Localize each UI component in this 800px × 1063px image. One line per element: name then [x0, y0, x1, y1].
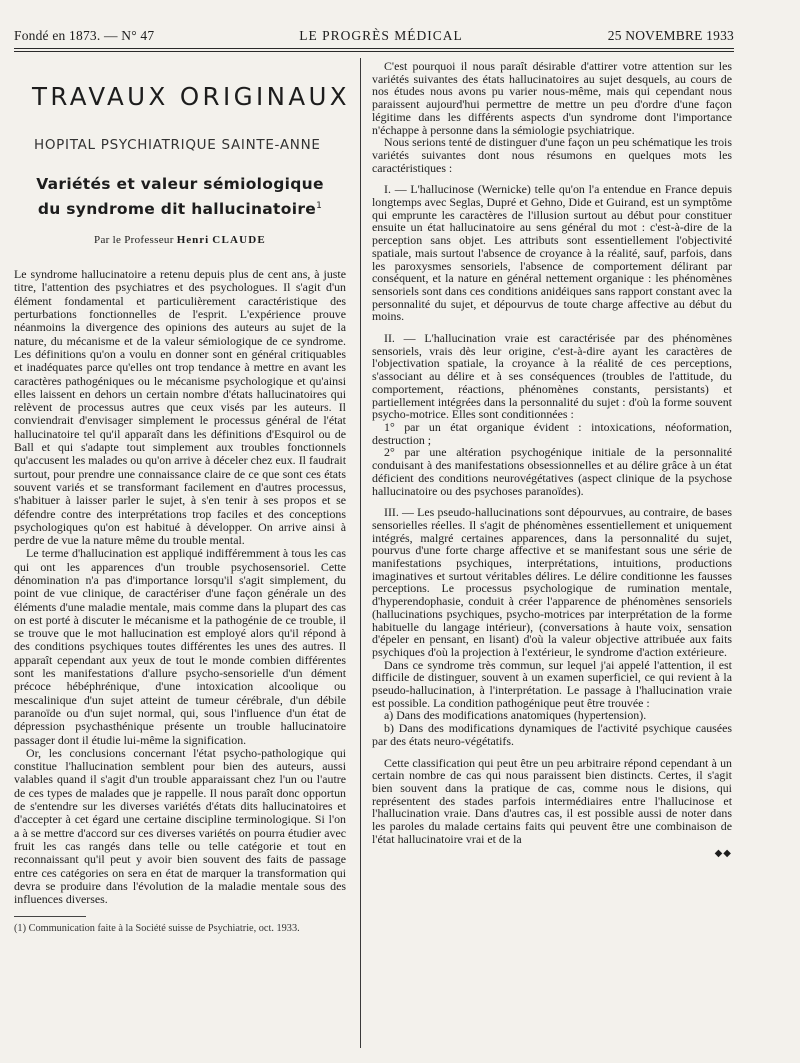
article-title-line-1: Variétés et valeur sémiologique	[36, 175, 324, 193]
paragraph: Le syndrome hallucinatoire a retenu depuis plus de cent ans, à juste titre, l'attention des psychiatres et des psychologues. Il s'agit d'un élément fondamental et particulièrement caractéristique des perturbations fonctionnelles de l'esprit. L'expérience prouve néanmoins la divergence des opinions des auteurs au sujet de la nature, du mécanisme et de la valeur sémiologique de ce syndrome. Les définitions qu'on a voulu en donner sont en général critiquables et inadéquates parce qu'elles ont trop tendance à mettre en avant les caractères pathogéniques ou le mécanisme psychologique et qu'ainsi elles laissent en dehors un certain nombre d'états hallucinatoires qui relèvent de processus autres que ceux visés par les auteurs. Il conviendrait d'envisager simplement le processus général de l'état hallucinatoire tel qu'il apparaît dans les définitions d'Esquirol ou de Ball et qui s'adapte tout simplement aux troubles fonctionnels qu'accusent les malades ou qu'on arrive à déceler chez eux. Il faudrait surtout, pour prendre une connaissance claire de ce que sont ces états souvent variés et se transformant facilement en d'autres processus, s'habituer à laisser parler le sujet, à s'en tenir à ses propos et se défendre contre des interprétations trop faciles et des conceptions psychologiques qu'on est habitué à développer. On arrive ainsi à perdre de vue la nature même du trouble mental.	[14, 267, 346, 548]
right-column	[372, 60, 732, 859]
left-body-text	[14, 268, 346, 906]
paragraph: Or, les conclusions concernant l'état psycho-pathologique qui constitue l'hallucination semblent pour bien des auteurs, aussi valables quand il s'agit d'un trouble apparaissant chez l'un ou l'autre de ces types de malades que je rappelle. Il nous paraît donc opportun de s'entendre sur les diverses variétés d'états dits hallucinatoires et d'accepter à cet égard une certaine discipline terminologique. Si l'on a à se mettre d'accord sur ces diverses variétés on pourra étudier avec fruit les cas rangés dans telle ou telle catégorie et tout en reconnaissant qu'il peut y avoir bien souvent des faits de passage entre ces catégories on sera en état de marquer la transformation qui devra se produire dans l'évolution de la maladie mentale sous des influences diverses.	[14, 745, 346, 907]
header-rule-bottom	[14, 51, 734, 52]
author-first-name: Henri	[176, 234, 210, 247]
header-date: 25 NOVEMBRE 1933	[607, 28, 734, 43]
paragraph: C'est pourquoi il nous paraît désirable d'attirer votre attention sur les variétés suivantes des états hallucinatoires au sujet desquels, au cours de nos études nous avons pu varier nous-même, mais qui cependant nous paraissent aujourd'hui permettre de mettre un peu d'ordre d'une façon légitime dans les différents aspects d'un syndrome dont l'importance n'échappe à personne dans la sémiologie psychiatrique.	[372, 59, 732, 137]
header-founded: Fondé en 1873. — N° 47	[14, 28, 155, 43]
hospital-heading: HOPITAL PSYCHIATRIQUE SAINTE-ANNE	[34, 137, 321, 153]
left-column	[14, 60, 350, 935]
footnote: (1) Communication faite à la Société suisse de Psychiatrie, oct. 1933.	[14, 923, 300, 935]
column-separator	[360, 58, 361, 1048]
section-title: TRAVAUX ORIGINAUX	[32, 82, 350, 111]
page-ornament: ◆◆	[714, 848, 732, 860]
paragraph-variety-2: II. — L'hallucination vraie est caractérisée par des phénomènes sensoriels, vrais dès leur origine, c'est-à-dire ayant les caractères de l'objectivation spatiale, la croyance à la réalité de ces perceptions, s'associant au délire et à ses conséquences (troubles de l'attitude, du comportement, réactions, phénomènes constants, persistants) et partiellement intégrées dans la personnalité du sujet : d'où la forme souvent psycho-motrice. Elles sont conditionnées :	[372, 331, 732, 422]
paragraph: Cette classification qui peut être un peu arbitraire répond cependant à un certain nombre de cas qui nous paraissent bien distincts. Certes, il s'agit bien souvent dans la pratique de cas, comme nous le disions, qui représentent des stades parfois intermédiaires entre l'hallucinose et l'hallucination vraie. Dans d'autres cas, il est possible aussi de noter dans les paroles du malade certains faits qui peuvent être une combinaison de l'état hallucinatoire vrai et de la	[372, 755, 732, 846]
paragraph-variety-1: I. — L'hallucinose (Wernicke) telle qu'on l'a entendue en France depuis longtemps avec Seglas, Dupré et Gehno, Dide et Guirand, est un symptôme qui emprunte les caractères de l'illusion surtout au début pour constituer ensuite un état hallucinatoire au sens général du mot : c'est-à-dire de la perception sans objet. Les attributs sont essentiellement l'objectivité spatiale, mais surtout l'absence de croyance à la réalité, sauf, parfois, dans les paroxysmes sensoriels, l'absence de comportement délirant par conséquent, et la nature en général nettement organique : les phénomènes sensoriels sont dans ces conditions anidéiques sans rapport constant avec la personnalité du sujet, et dépourvus de toute charge affective au début du moins.	[372, 182, 732, 324]
right-body-text	[372, 60, 732, 845]
author-prefix: Par le Professeur	[94, 234, 174, 247]
paragraph: Le terme d'hallucination est appliqué indifféremment à tous les cas qui ont les apparences d'un trouble psychosensoriel. Cette dénomination n'a pas d'importance lorsqu'il s'agit simplement, du point de vue clinique, de caractériser d'une façon générale un des éléments d'une maladie mentale, mais comme dans la plupart des cas on est porté à discuter le mécanisme et la pathogénie de ce trouble, il se trouve que le mot hallucination est employé alors qu'il répond à des conditions psychiques toutes différentes les unes des autres. Il apparaît cependant aux yeux de tout le monde combien différentes sont les manifestations d'allure psycho-sensorielle d'un dément précoce hébéphrénique, d'une intoxication alcoolique ou mescalinique d'un sujet atteint de tumeur cérébrale, d'un débile paranoïde ou d'un sujet normal, qui, sous l'influence d'un état de dépression psychasthénique présente un trouble hallucinatoire passager dont il étudie lui-même la signification.	[14, 546, 346, 747]
paragraph: b) Dans des modifications dynamiques de l'activité psychique causées par des états neuro-végétatifs.	[372, 721, 732, 748]
header-journal-title: LE PROGRÈS MÉDICAL	[299, 28, 463, 43]
running-header	[14, 28, 734, 48]
paragraph-variety-3: III. — Les pseudo-hallucinations sont dépourvues, au contraire, de bases sensorielles réelles. Il s'agit de phénomènes essentiellement et uniquement intégrés, malgré certaines apparences, dans la personnalité du sujet, pourvus d'une forte charge affective et se manifestant sous une série de manifestations psychiques, interprétations, intuitions, productions imaginatives et surtout véritables délires. Le délire conditionne les fausses perceptions. Le processus psychologique de rumination mentale, d'hyperendophasie, conduit à créer l'apparence de phénomènes sensoriels (hallucinations psychiques, psycho-motrices par interprétation de la forme habituelle du langage intérieur), (conversations à haute voix, sensation d'épeler en pensant, en lisant) d'où la valeur objective attribuée aux faits psychiques d'où la projection à l'extérieur, le syndrome d'action extérieure.	[372, 505, 732, 659]
footnote-rule	[14, 916, 86, 917]
paragraph: Nous serions tenté de distinguer d'une façon un peu schématique les trois variétés suivantes dont nous résumons en quelques mots les caractéristiques :	[372, 135, 732, 175]
header-rule-top	[14, 48, 734, 49]
author-last-name: CLAUDE	[212, 234, 266, 247]
paragraph: 2° par une altération psychogénique initiale de la personnalité conduisant à des manifestations obsessionnelles et au délire grâce à un état déficient des conditions neurovégétatives (aspect clinique de la psychose hallucinatoire ou des psychoses paranoïdes).	[372, 445, 732, 498]
title-footnote-mark: 1	[316, 201, 323, 211]
paragraph: 1° par un état organique évident : intoxications, néoformation, destruction ;	[372, 419, 732, 447]
article-title	[14, 173, 346, 220]
article-title-line-2: du syndrome dit hallucinatoire	[37, 200, 317, 219]
paragraph: a) Dans des modifications anatomiques (hypertension).	[384, 708, 647, 723]
author-line	[14, 234, 346, 246]
paragraph: Dans ce syndrome très commun, sur lequel j'ai appelé l'attention, il est difficile de distinguer, souvent à un examen superficiel, ce qui revient à la pseudo-hallucination, à l'interprétation. Le passage à l'hallucination vraie est possible. La condition pathogénique peut être trouvée :	[372, 657, 732, 710]
